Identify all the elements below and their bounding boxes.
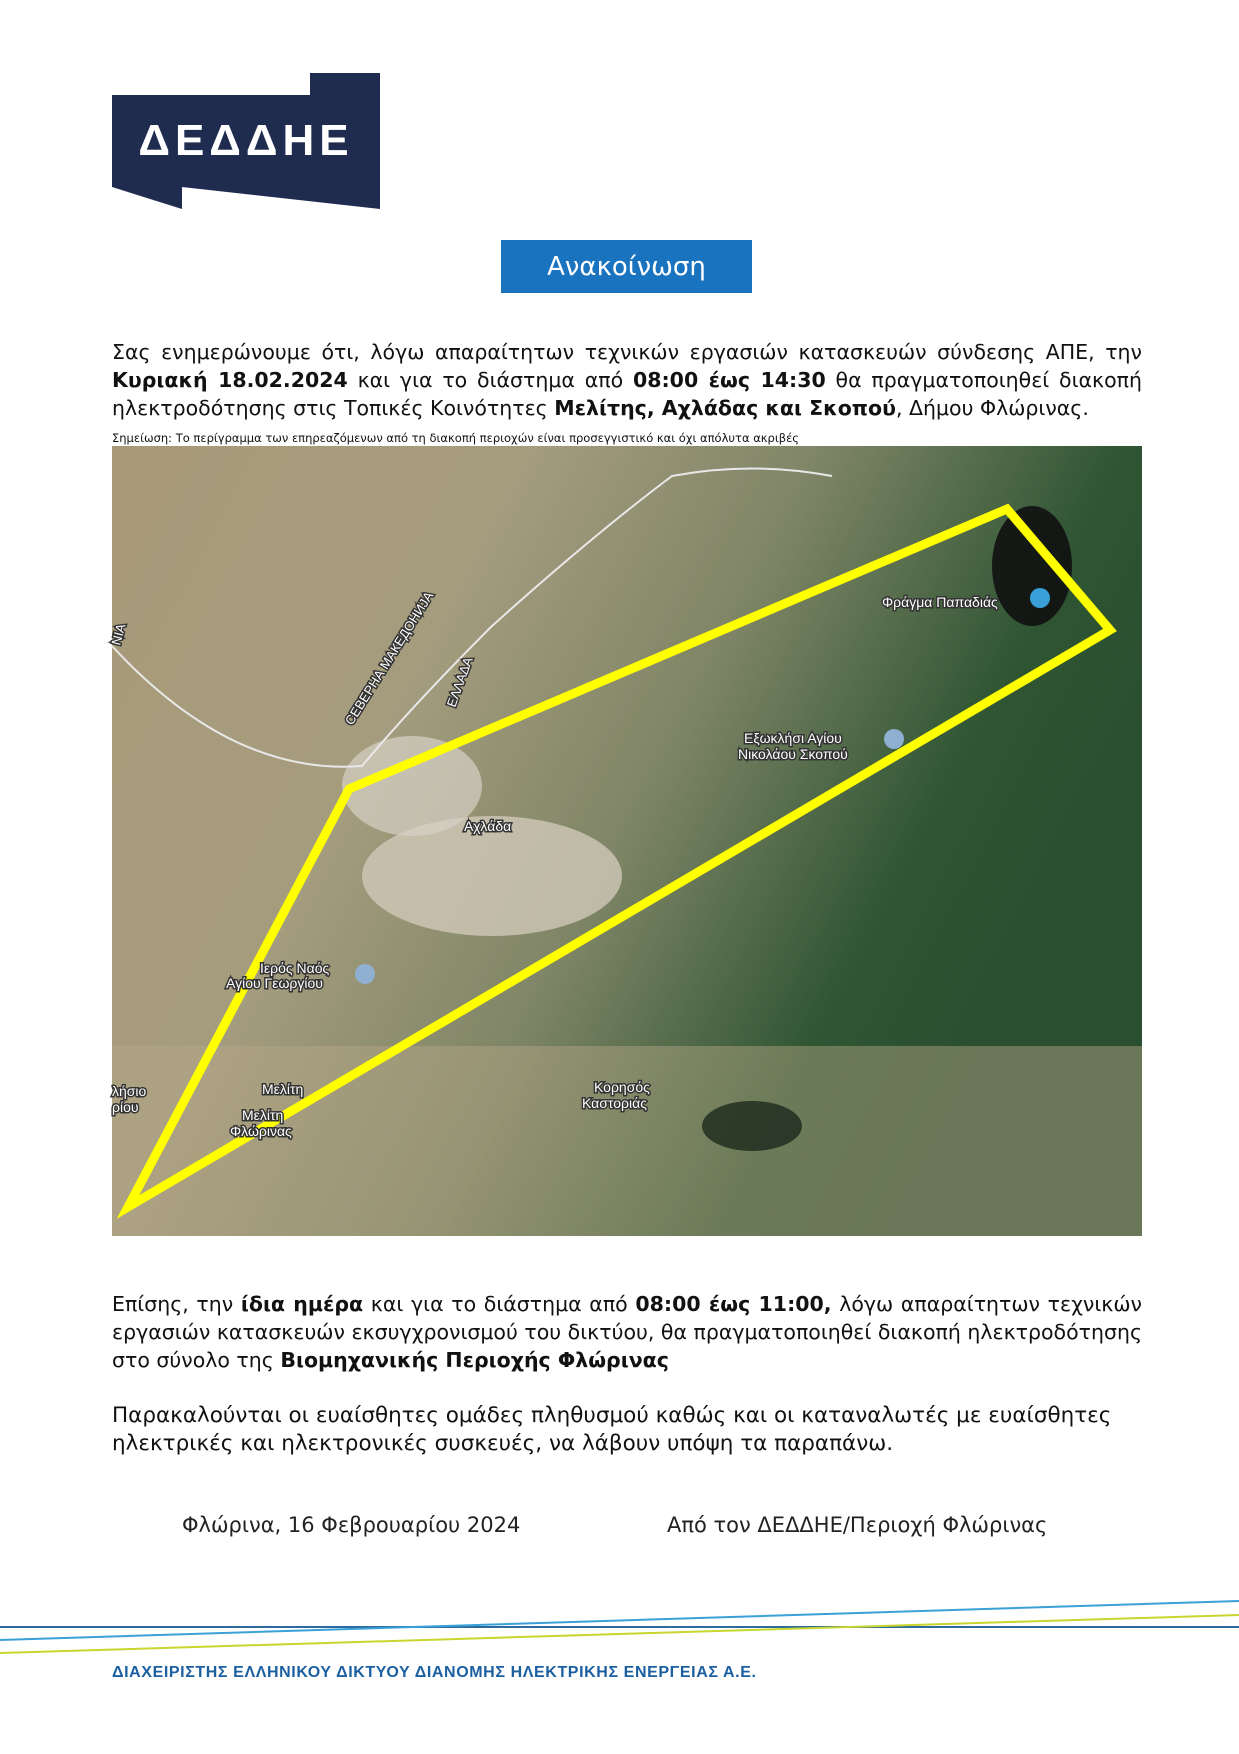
- map-label-dam: Φράγμα Παπαδιάς: [882, 594, 998, 610]
- paragraph-sensitive-groups: Παρακαλούνται οι ευαίσθητες ομάδες πληθυσμού καθώς και οι καταναλωτές με ευαίσθητες ηλεκτρικές και ηλεκτρονικές συσκευές, να λάβουν υπόψη τα παραπάνω.: [112, 1403, 1112, 1456]
- map-label-achlada: Αχλάδα: [464, 818, 512, 834]
- text: , Δήμου Φλώρινας.: [895, 396, 1089, 420]
- map-label-meliti-florinas: Φλώρινας: [230, 1123, 292, 1139]
- map-label-meliti: Μελίτη: [262, 1081, 304, 1097]
- map-label-left: ρίου: [112, 1099, 139, 1115]
- issuer: Από τον ΔΕΔΔΗΕ/Περιοχή Φλώρινας: [667, 1513, 1048, 1537]
- communities: Μελίτης, Αχλάδας και Σκοπού: [554, 396, 896, 420]
- text: θα πραγματοποιηθεί διακοπή ηλεκτροδότησης στις Τοπικές Κοινότητες: [112, 368, 1142, 420]
- map-label-border: ΕΛΛΑΔΑ: [443, 654, 476, 710]
- map-label-border: СЕВЕРНА МАКЕДОНИЈА: [341, 588, 437, 728]
- dedde-logo: [112, 73, 380, 209]
- map-pin-icon: [1030, 588, 1050, 608]
- map-pin-icon: [884, 729, 904, 749]
- same-day: ίδια ημέρα: [240, 1292, 364, 1316]
- map-label-korisos: Καστοριάς: [582, 1095, 647, 1111]
- map-label-chapel: Νικολάου Σκοπού: [738, 746, 848, 762]
- time-range: 08:00 έως 14:30: [632, 368, 826, 392]
- footer-lines: [0, 1595, 1239, 1655]
- industrial-area: Βιομηχανικής Περιοχής Φλώρινας: [280, 1348, 669, 1372]
- paragraph-outage-ape: [112, 338, 1142, 422]
- map-label-chapel: Εξωκλήσι Αγίου: [744, 730, 842, 746]
- map-label-korisos: Κορησός: [594, 1079, 650, 1095]
- text: λόγω απαραίτητων τεχνικών εργασιών κατασκευών εκσυγχρονισμού του δικτύου, θα πραγματοποιηθεί διακοπή ηλεκτροδότησης στο σύνολο της: [112, 1292, 1143, 1372]
- date: Κυριακή 18.02.2024: [112, 368, 348, 392]
- map-label-church: Αγίου Γεωργίου: [226, 975, 323, 991]
- map-label-nia: NIA: [108, 621, 129, 647]
- map-label-meliti-florinas: Μελίτη: [242, 1107, 284, 1123]
- paragraph-industrial-area: [112, 1290, 1142, 1374]
- text: Σας ενημερώνουμε ότι, λόγω απαραίτητων τεχνικών εργασιών κατασκευών σύνδεσης ΑΠΕ, την: [112, 340, 1142, 364]
- text: Επίσης, την: [112, 1292, 241, 1316]
- map-note: Σημείωση: Το περίγραμμα των επηρεαζόμενων από τη διακοπή περιοχών είναι προσεγγιστικό και όχι απόλυτα ακριβές: [112, 431, 800, 445]
- map-label-left: λήσιο: [112, 1083, 147, 1099]
- place-date: Φλώρινα, 16 Φεβρουαρίου 2024: [182, 1513, 521, 1537]
- text: και για το διάστημα από: [363, 1292, 636, 1316]
- time-range: 08:00 έως 11:00,: [635, 1292, 832, 1316]
- map-label-church: Ιερός Ναός: [260, 960, 330, 976]
- logo-text: ΔΕΔΔΗΕ: [138, 116, 354, 165]
- map-pin-icon: [355, 964, 375, 984]
- announcement-title: Ανακοίνωση: [501, 240, 752, 293]
- text: και για το διάστημα από: [347, 368, 633, 392]
- footer-company-name: ΔΙΑΧΕΙΡΙΣΤΗΣ ΕΛΛΗΝΙΚΟΥ ΔΙΚΤΥΟΥ ΔΙΑΝΟΜΗΣ ΗΛΕΚΤΡΙΚΗΣ ΕΝΕΡΓΕΙΑΣ Α.Ε.: [112, 1664, 757, 1681]
- outage-area-map: [108, 446, 1142, 1236]
